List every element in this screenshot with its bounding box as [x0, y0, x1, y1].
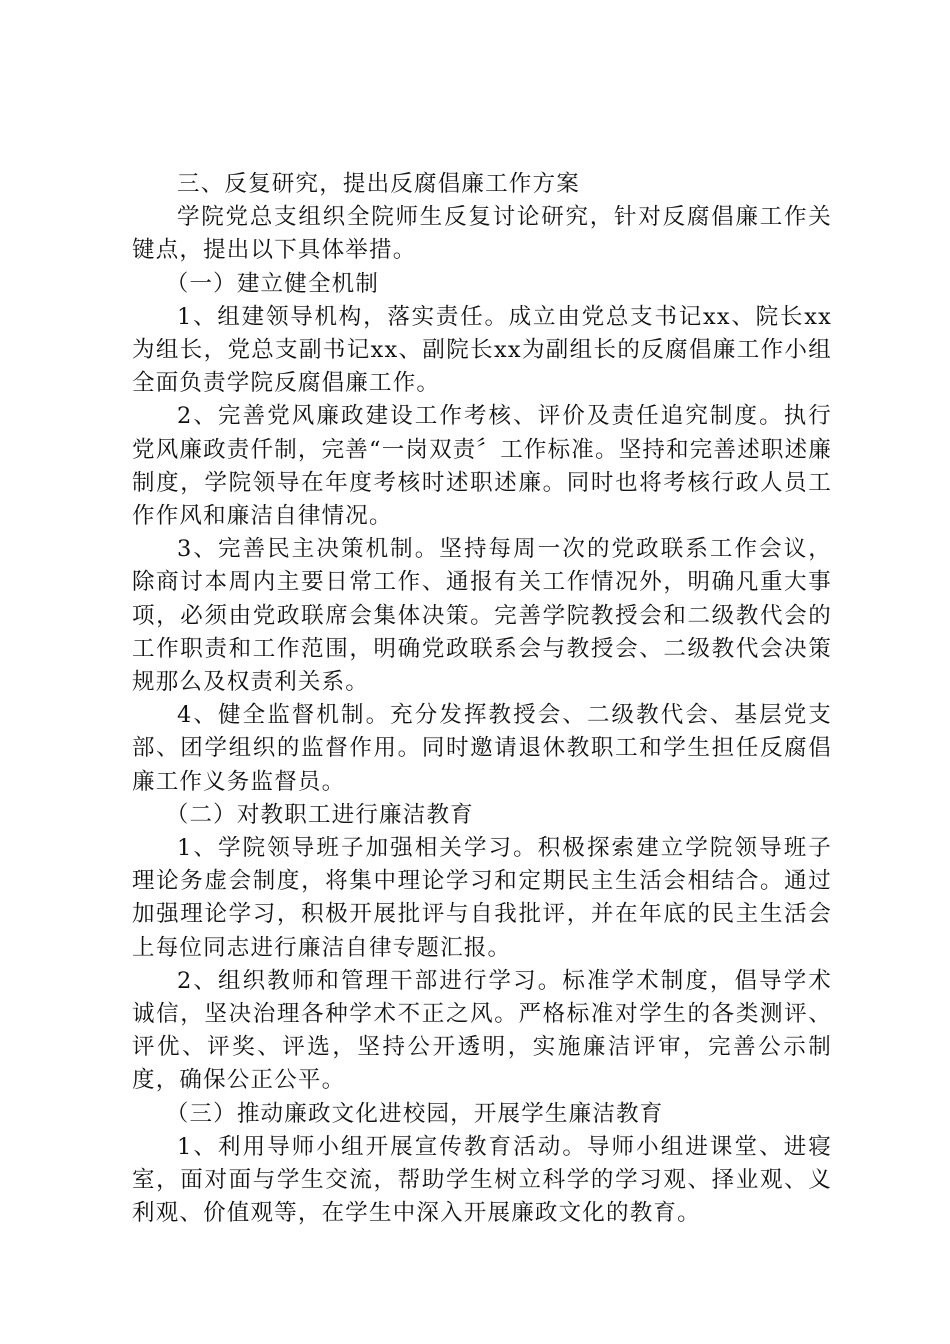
- part1-item-1: 1、组建领导机构，落实责任。成立由党总支书记xx、院长xx为组长，党总支副书记xx、副院长xx为副组长的反腐倡廉工作小组全面负责学院反腐倡廉工作。: [132, 303, 832, 397]
- part3-heading: （三）推动廉政文化进校园，开展学生廉洁教育: [165, 1100, 664, 1127]
- part2-item-1: 1、学院领导班子加强相关学习。积极探索建立学院领导班子理论务虚会制度，将集中理论学习和定期民主生活会相结合。通过加强理论学习，积极开展批评与自我批评，并在年底的民主生活会上每位同志进行廉洁自律专题汇报。: [132, 835, 832, 961]
- section-title: 三、反复研究，提出反腐倡廉工作方案: [177, 171, 580, 197]
- intro-paragraph: 学院党总支组织全院师生反复讨论研究，针对反腐倡廉工作关键点，提出以下具体举措。: [132, 204, 832, 264]
- part2-item-2: 2、组织教师和管理干部进行学习。标准学术制度，倡导学术诚信，坚决治理各种学术不正之风。严格标准对学生的各类测评、评优、评奖、评选，坚持公开透明，实施廉洁评审，完善公示制度，确保公正公平。: [132, 967, 832, 1094]
- document-body: [132, 168, 832, 1231]
- part1-item-3: 3、完善民主决策机制。坚持每周一次的党政联系工作会议，除商讨本周内主要日常工作、通报有关工作情况外，明确凡重大事项，必须由党政联席会集体决策。完善学院教授会和二级教代会的工作职责和工作范围，明确党政联系会与教授会、二级教代会决策规那么及权责利关系。: [132, 536, 832, 696]
- part1-item-4: 4、健全监督机制。充分发挥教授会、二级教代会、基层党支部、团学组织的监督作用。同时邀请退休教职工和学生担任反腐倡廉工作义务监督员。: [132, 702, 832, 795]
- part2-heading: （二）对教职工进行廉洁教育: [165, 801, 474, 828]
- part3-item-1: 1、利用导师小组开展宣传教育活动。导师小组进课堂、进寝室，面对面与学生交流，帮助学生树立科学的学习观、择业观、义利观、价值观等，在学生中深入开展廉政文化的教育。: [132, 1133, 832, 1227]
- part1-heading: （一）建立健全机制: [165, 270, 380, 297]
- part1-item-2: 2、完善党风廉政建设工作考核、评价及责任追究制度。执行党风廉政责仟制，完善“一岗双责〞工作标准。坚持和完善述职述廉制度，学院领导在年度考核时述职述廉。同时也将考核行政人员工作作风和廉洁自律情况。: [132, 403, 833, 530]
